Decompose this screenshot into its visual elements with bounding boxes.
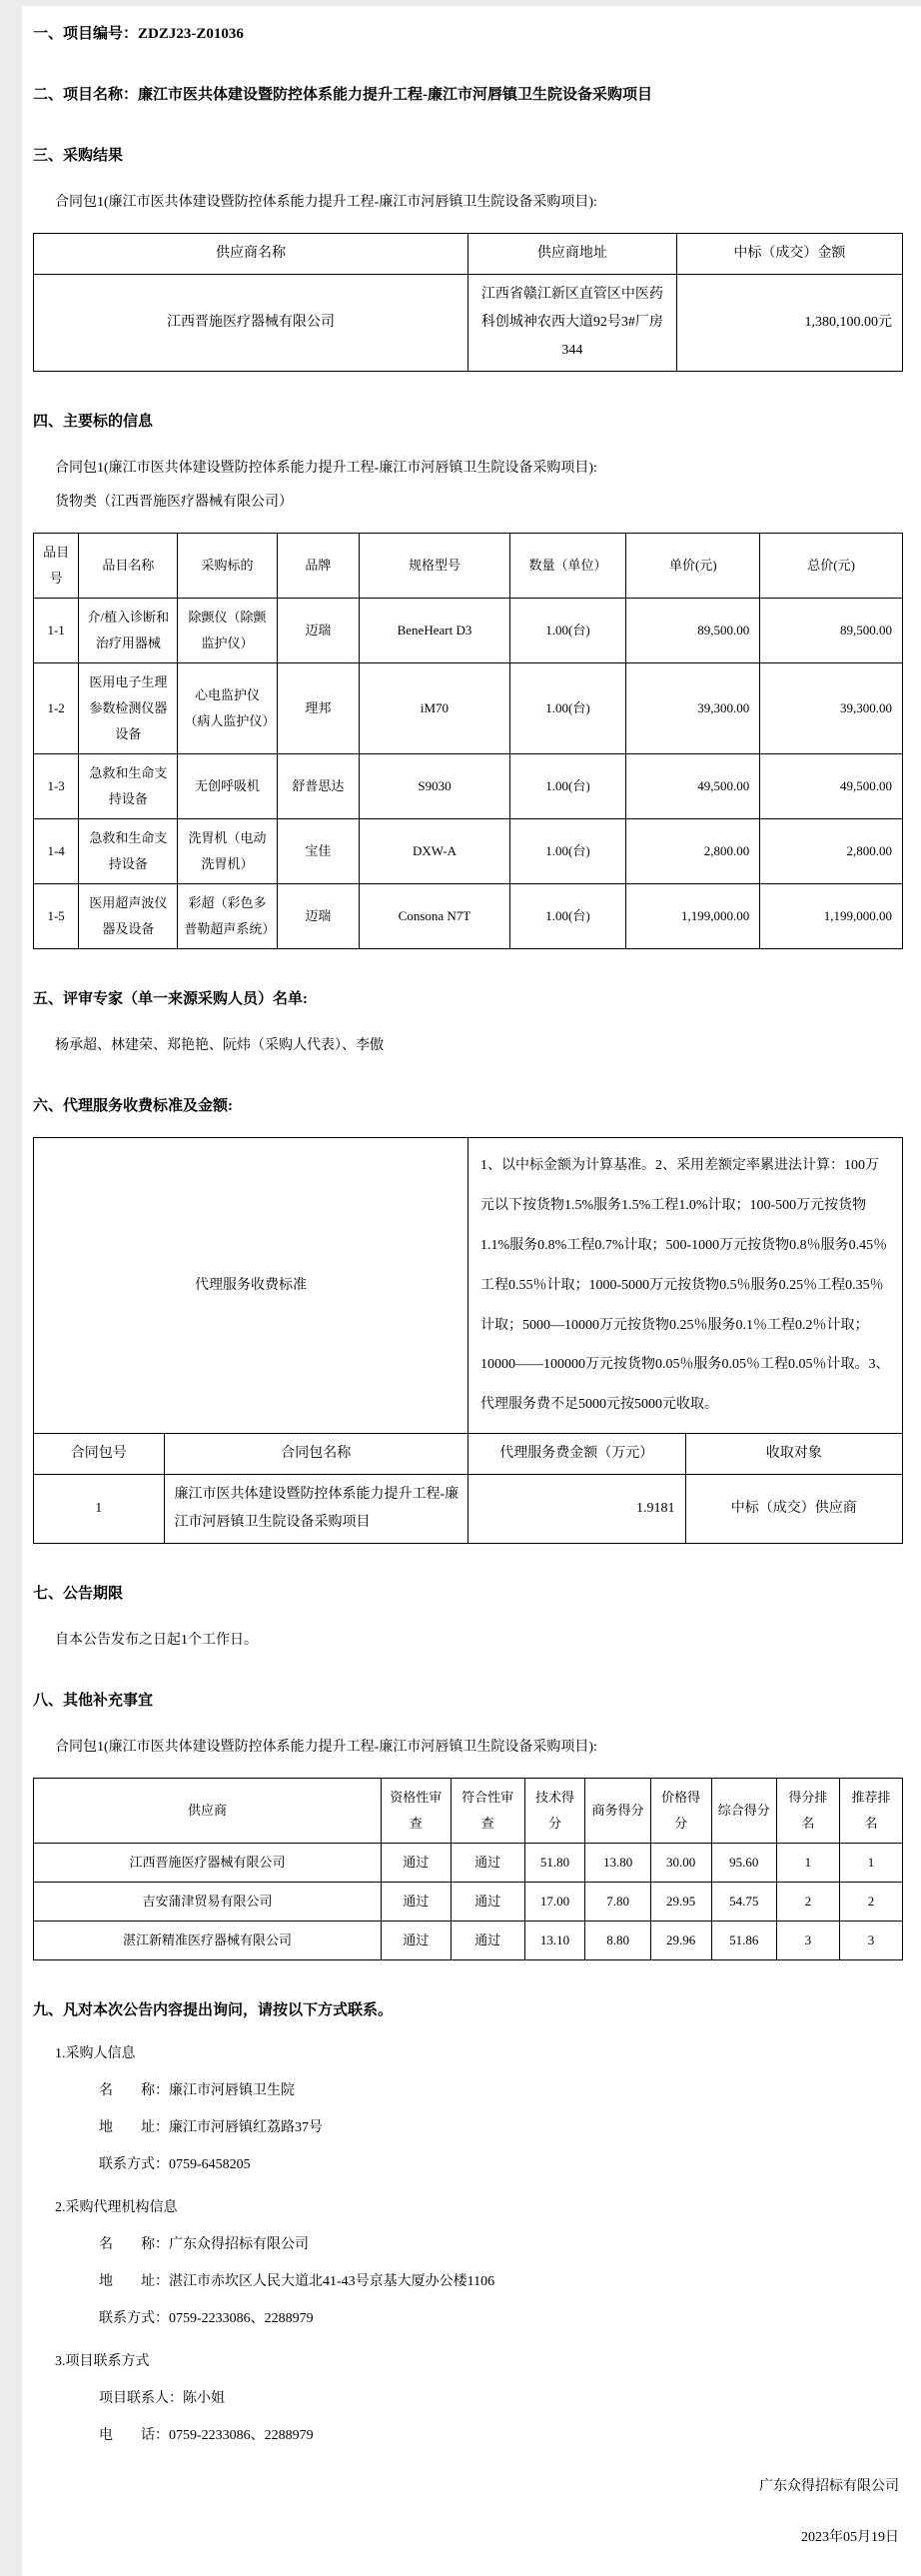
cell: 彩超（彩色多普勒超声系统） (178, 884, 277, 949)
contract-package-intro: 合同包1(廉江市医共体建设暨防控体系能力提升工程-廉江市河唇镇卫生院设备采购项目): (55, 1740, 597, 1756)
col-header-qualification-review: 资格性审查 (382, 1779, 452, 1844)
main-subject-table (33, 533, 903, 949)
page-edge-top (0, 0, 921, 6)
evaluation-score-table (33, 1778, 903, 1960)
cell: 49,500.00 (760, 754, 903, 819)
cell: 2,800.00 (760, 819, 903, 884)
cell: 1,199,000.00 (760, 884, 903, 949)
col-header-package-name: 合同包名称 (164, 1434, 468, 1475)
col-header-brand: 品牌 (277, 534, 360, 599)
cell: 1.00(台) (509, 663, 626, 754)
cell: 39,300.00 (626, 663, 760, 754)
signature-company: 广东众得招标有限公司 (759, 2479, 899, 2495)
purchaser-phone: 联系方式：0759-6458205 (99, 2157, 251, 2173)
contract-package-intro: 合同包1(廉江市医共体建设暨防控体系能力提升工程-廉江市河唇镇卫生院设备采购项目): (55, 195, 597, 210)
agency-fee-table (33, 1137, 903, 1544)
cell: 1-5 (34, 884, 79, 949)
cell: DXW-A (360, 819, 510, 884)
cell: S9030 (360, 754, 510, 819)
col-header-fee-amount: 代理服务费金额（万元） (468, 1434, 686, 1475)
table-row (34, 1922, 903, 1960)
cell: 除颤仪（除颤监护仪） (178, 599, 277, 663)
cell-supplier-address: 江西省赣江新区直管区中医药科创城神农西大道92号3#厂房344 (468, 275, 677, 372)
cell: 1,199,000.00 (626, 884, 760, 949)
cell: 1 (839, 1844, 902, 1883)
cell: Consona N7T (360, 884, 510, 949)
col-header-item-name: 品目名称 (79, 534, 178, 599)
cell-fee-payer: 中标（成交）供应商 (685, 1475, 903, 1544)
cell: 30.00 (650, 1844, 711, 1883)
cell: 1.00(台) (509, 754, 626, 819)
cell: 通过 (382, 1844, 452, 1883)
project-contact-phone: 电 话：0759-2233086、2288979 (99, 2428, 314, 2444)
cell: 急救和生命支持设备 (79, 819, 178, 884)
page-edge-left (0, 0, 22, 2576)
col-header-price-score: 价格得分 (650, 1779, 711, 1844)
cell: iM70 (360, 663, 510, 754)
col-header-award-amount: 中标（成交）金额 (676, 234, 902, 275)
cell: 39,300.00 (760, 663, 903, 754)
table-header-row (34, 1434, 903, 1475)
table-row (34, 884, 903, 949)
section-title-expert-list: 五、评审专家（单一来源采购人员）名单: (33, 991, 308, 1007)
table-header-row (34, 1779, 903, 1844)
section-title-main-subject-info: 四、主要标的信息 (33, 414, 154, 430)
cell: 迈瑞 (277, 599, 360, 663)
cell: 1-4 (34, 819, 79, 884)
col-header-technical-score: 技术得分 (524, 1779, 585, 1844)
cell-package-name: 廉江市医共体建设暨防控体系能力提升工程-廉江市河唇镇卫生院设备采购项目 (164, 1475, 468, 1544)
col-header-supplier: 供应商 (34, 1779, 382, 1844)
cell-supplier: 江西晋施医疗器械有限公司 (34, 1844, 382, 1883)
agency-phone: 联系方式：0759-2233086、2288979 (99, 2311, 314, 2327)
section-title-agency-fee: 六、代理服务收费标准及金额: (33, 1098, 233, 1114)
purchaser-address: 地 址：廉江市河唇镇红荔路37号 (99, 2120, 323, 2136)
table-row (34, 663, 903, 754)
col-header-recommend-rank: 推荐排名 (839, 1779, 902, 1844)
cell-supplier-name: 江西晋施医疗器械有限公司 (34, 275, 468, 372)
col-header-fee-payer: 收取对象 (685, 1434, 903, 1475)
expert-names: 杨承超、林建荣、郑艳艳、阮炜（采购人代表）、李傲 (55, 1038, 384, 1053)
purchaser-name: 名 称：廉江市河唇镇卫生院 (99, 2083, 295, 2099)
table-row (34, 819, 903, 884)
cell: 1-1 (34, 599, 79, 663)
table-row (34, 599, 903, 663)
section-title-procurement-result: 三、采购结果 (33, 148, 124, 164)
cell: 医用电子生理参数检测仪器设备 (79, 663, 178, 754)
cell: 洗胃机（电动洗胃机） (178, 819, 277, 884)
cell: 通过 (451, 1844, 524, 1883)
cell: 宝佳 (277, 819, 360, 884)
cell: 急救和生命支持设备 (79, 754, 178, 819)
cell: 51.80 (524, 1844, 585, 1883)
section-title-other-matters: 八、其他补充事宜 (33, 1693, 154, 1710)
section-title-project-number: 一、项目编号：ZDZJ23-Z01036 (33, 26, 244, 42)
col-header-total-price: 总价(元) (760, 534, 903, 599)
section-title-project-name: 二、项目名称：廉江市医共体建设暨防控体系能力提升工程-廉江市河唇镇卫生院设备采购项目 (33, 87, 652, 103)
cell: 1.00(台) (509, 599, 626, 663)
cell: 1.00(台) (509, 819, 626, 884)
col-header-item-no: 品目号 (34, 534, 79, 599)
table-row (34, 275, 903, 372)
col-header-package-no: 合同包号 (34, 1434, 165, 1475)
section-title-announcement-period: 七、公告期限 (33, 1586, 124, 1603)
cell: 29.96 (650, 1922, 711, 1960)
cell: 54.75 (711, 1883, 776, 1922)
cell: 2 (776, 1883, 839, 1922)
signature-date: 2023年05月19日 (801, 2530, 899, 2546)
cell: 95.60 (711, 1844, 776, 1883)
col-header-supplier-name: 供应商名称 (34, 234, 468, 275)
cell: 通过 (382, 1922, 452, 1960)
cell: 1 (776, 1844, 839, 1883)
table-row (34, 1475, 903, 1544)
col-header-model: 规格型号 (360, 534, 510, 599)
fee-standard-row (34, 1138, 903, 1434)
project-contact-person: 项目联系人：陈小姐 (99, 2391, 225, 2407)
col-header-business-score: 商务得分 (585, 1779, 650, 1844)
cell: 2,800.00 (626, 819, 760, 884)
agency-address: 地 址：湛江市赤坎区人民大道北41-43号京基大厦办公楼1106 (99, 2274, 495, 2290)
cell: 1.00(台) (509, 884, 626, 949)
col-header-quantity: 数量（单位） (509, 534, 626, 599)
cell: 理邦 (277, 663, 360, 754)
col-header-overall-score: 综合得分 (711, 1779, 776, 1844)
col-header-conformity-review: 符合性审查 (451, 1779, 524, 1844)
cell-supplier: 湛江新精准医疗器械有限公司 (34, 1922, 382, 1960)
cell: 89,500.00 (760, 599, 903, 663)
cell: 1-3 (34, 754, 79, 819)
table-row (34, 754, 903, 819)
cell: 通过 (451, 1883, 524, 1922)
agency-name: 名 称：广东众得招标有限公司 (99, 2237, 309, 2253)
cell: 8.80 (585, 1922, 650, 1960)
cell: 无创呼吸机 (178, 754, 277, 819)
col-header-procurement-subject: 采购标的 (178, 534, 277, 599)
cell: 2 (839, 1883, 902, 1922)
col-header-score-rank: 得分排名 (776, 1779, 839, 1844)
cell: 迈瑞 (277, 884, 360, 949)
procurement-result-table (33, 233, 903, 372)
cell: 介/植入诊断和治疗用器械 (79, 599, 178, 663)
fee-standard-text: 1、以中标金额为计算基准。2、采用差额定率累进法计算：100万元以下按货物1.5%服务1.5%工程1.0%计取；100-500万元按货物1.1%服务0.8%工程0.7%计取；500-1000万元按货物0.8％服务0.45％工程0.55％计取；1000-5000万元按货物0.5％服务0.25％工程0.35％计取；5000—10000万元按货物0.25％服务0.1％工程0.2％计取；10000——100000万元按货物0.05％服务0.05％工程0.05％计取。3、代理服务费不足5000元按5000元收取。 (468, 1138, 903, 1434)
cell: 舒普思达 (277, 754, 360, 819)
project-contact-heading: 3.项目联系方式 (55, 2354, 150, 2370)
cell: 89,500.00 (626, 599, 760, 663)
cell: 13.10 (524, 1922, 585, 1960)
cell-supplier: 吉安蒲津贸易有限公司 (34, 1883, 382, 1922)
goods-category-line: 货物类（江西晋施医疗器械有限公司） (55, 495, 293, 510)
cell: 17.00 (524, 1883, 585, 1922)
table-header-row (34, 534, 903, 599)
cell-package-no: 1 (34, 1475, 165, 1544)
section-title-contact: 九、凡对本次公告内容提出询问，请按以下方式联系。 (33, 2002, 394, 2019)
purchaser-info-heading: 1.采购人信息 (55, 2046, 136, 2062)
cell: 通过 (451, 1922, 524, 1960)
table-header-row (34, 234, 903, 275)
contract-package-intro: 合同包1(廉江市医共体建设暨防控体系能力提升工程-廉江市河唇镇卫生院设备采购项目): (55, 461, 597, 476)
cell: 29.95 (650, 1883, 711, 1922)
table-row (34, 1844, 903, 1883)
announcement-document (22, 0, 921, 2576)
col-header-unit-price: 单价(元) (626, 534, 760, 599)
announcement-period-text: 自本公告发布之日起1个工作日。 (55, 1633, 258, 1649)
cell: 3 (839, 1922, 902, 1960)
col-header-supplier-address: 供应商地址 (468, 234, 677, 275)
cell: 心电监护仪（病人监护仪） (178, 663, 277, 754)
cell: 7.80 (585, 1883, 650, 1922)
fee-standard-label: 代理服务收费标准 (34, 1138, 468, 1434)
cell: 51.86 (711, 1922, 776, 1960)
table-row (34, 1883, 903, 1922)
cell: 3 (776, 1922, 839, 1960)
cell: 通过 (382, 1883, 452, 1922)
cell-fee-amount: 1.9181 (468, 1475, 686, 1544)
agency-info-heading: 2.采购代理机构信息 (55, 2200, 178, 2216)
cell: BeneHeart D3 (360, 599, 510, 663)
cell: 1-2 (34, 663, 79, 754)
cell: 医用超声波仪器及设备 (79, 884, 178, 949)
cell: 49,500.00 (626, 754, 760, 819)
cell-award-amount: 1,380,100.00元 (676, 275, 902, 372)
cell: 13.80 (585, 1844, 650, 1883)
